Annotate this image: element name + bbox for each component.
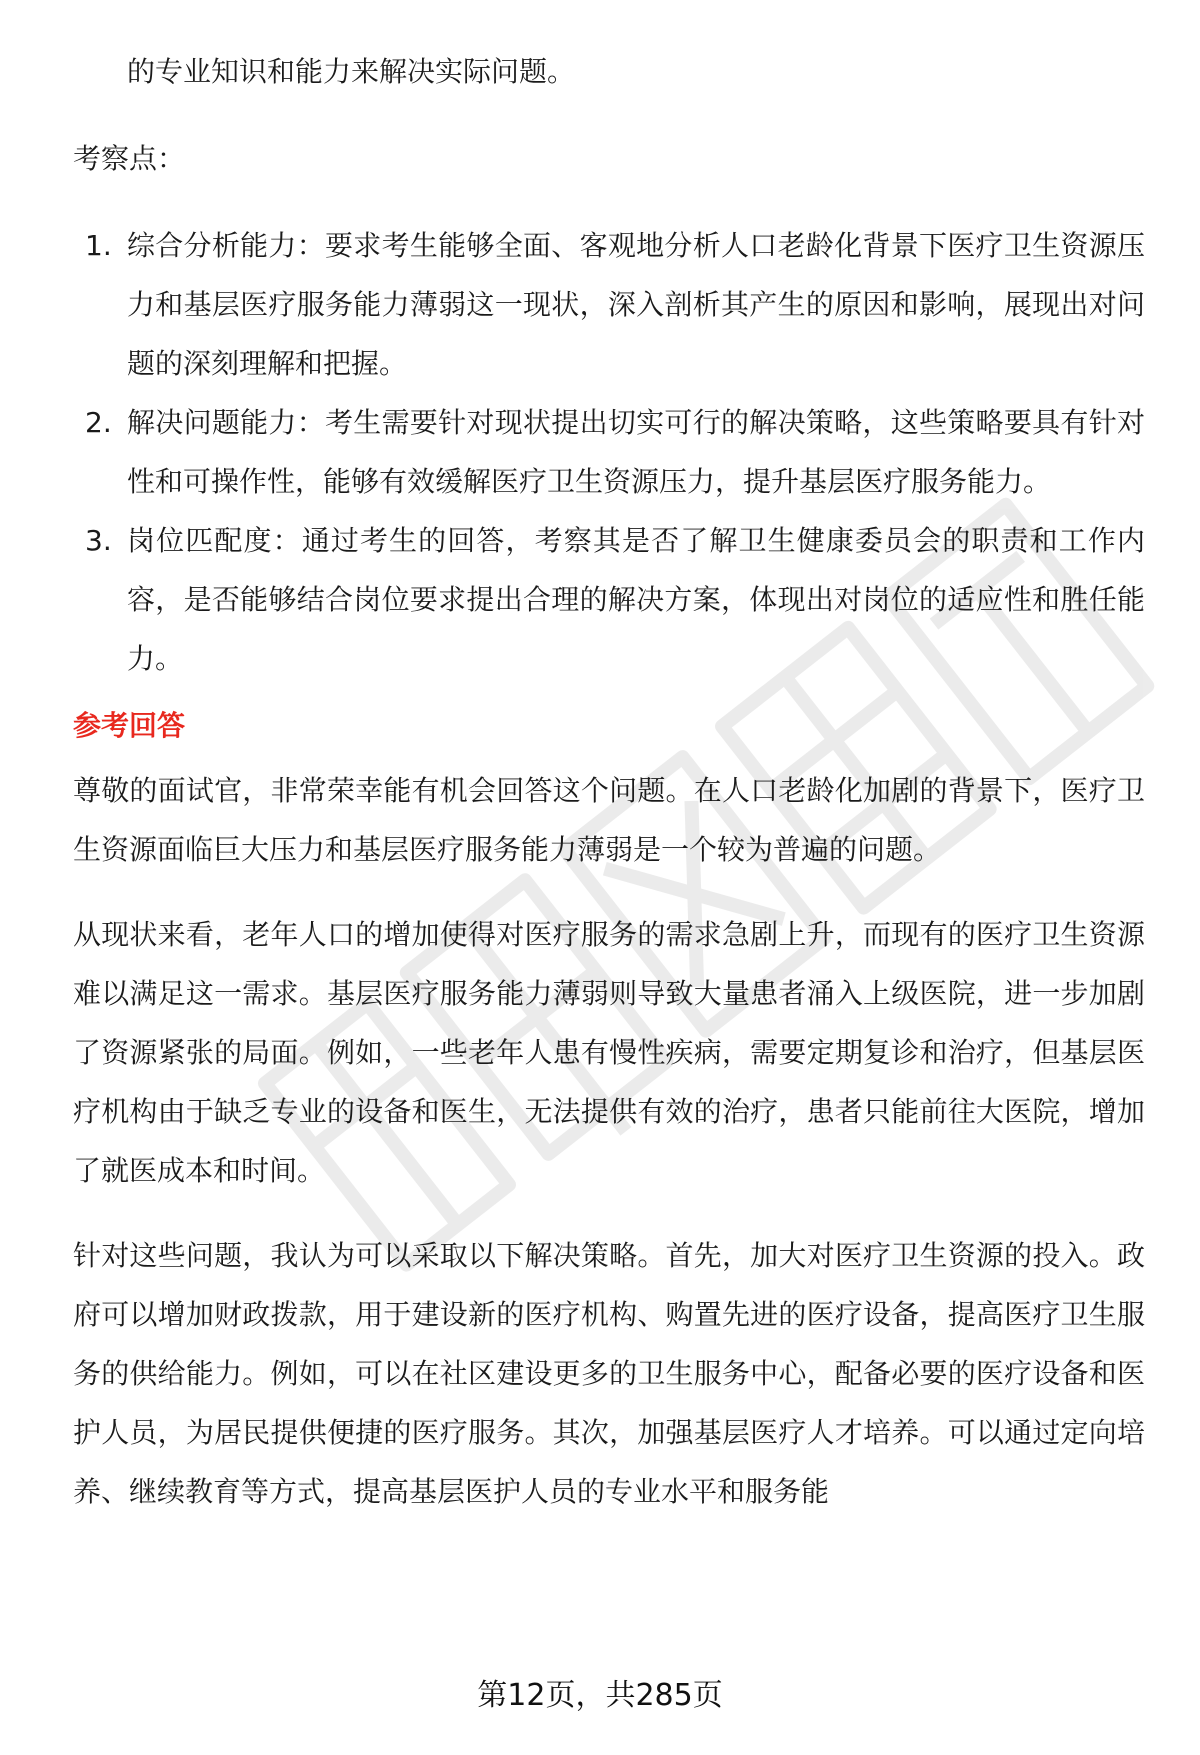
list-item [73, 511, 1145, 688]
list-item-text: 综合分析能力：要求考生能够全面、客观地分析人口老龄化背景下医疗卫生资源压力和基层医疗服务能力薄弱这一现状，深入剖析其产生的原因和影响，展现出对问题的深刻理解和把握。 [127, 229, 1145, 380]
list-number: 2. [85, 406, 112, 439]
list-item [73, 216, 1145, 393]
points-label: 考察点： [73, 142, 186, 175]
list-item [73, 393, 1145, 511]
answer-paragraph: 尊敬的面试官，非常荣幸能有机会回答这个问题。在人口老龄化加剧的背景下，医疗卫生资源面临巨大压力和基层医疗服务能力薄弱是一个较为普遍的问题。 [73, 774, 1145, 866]
list-number: 3. [85, 524, 112, 557]
continued-text: 的专业知识和能力来解决实际问题。 [127, 55, 576, 88]
assessment-points-list [73, 216, 1145, 688]
answer-paragraph: 从现状来看，老年人口的增加使得对医疗服务的需求急剧上升，而现有的医疗卫生资源难以满足这一需求。基层医疗服务能力薄弱则导致大量患者涌入上级医院，进一步加剧了资源紧张的局面。例如，一些老年人患有慢性疾病，需要定期复诊和治疗，但基层医疗机构由于缺乏专业的设备和医生，无法提供有效的治疗，患者只能前往大医院，增加了就医成本和时间。 [73, 918, 1145, 1187]
list-number: 1. [85, 229, 112, 262]
section-heading: 参考回答 [73, 709, 186, 742]
list-item-text: 岗位匹配度：通过考生的回答，考察其是否了解卫生健康委员会的职责和工作内容，是否能够结合岗位要求提出合理的解决方案，体现出对岗位的适应性和胜任能力。 [127, 524, 1145, 675]
answer-paragraph: 针对这些问题，我认为可以采取以下解决策略。首先，加大对医疗卫生资源的投入。政府可以增加财政拨款，用于建设新的医疗机构、购置先进的医疗设备，提高医疗卫生服务的供给能力。例如，可以在社区建设更多的卫生服务中心，配备必要的医疗设备和医护人员，为居民提供便捷的医疗服务。其次，加强基层医疗人才培养。可以通过定向培养、继续教育等方式，提高基层医护人员的专业水平和服务能 [73, 1239, 1145, 1508]
page-content [73, 42, 1145, 1521]
page-number-footer: 第12页，共285页 [477, 1678, 723, 1713]
list-item-text: 解决问题能力：考生需要针对现状提出切实可行的解决策略，这些策略要具有针对性和可操作性，能够有效缓解医疗卫生资源压力，提升基层医疗服务能力。 [127, 406, 1145, 498]
